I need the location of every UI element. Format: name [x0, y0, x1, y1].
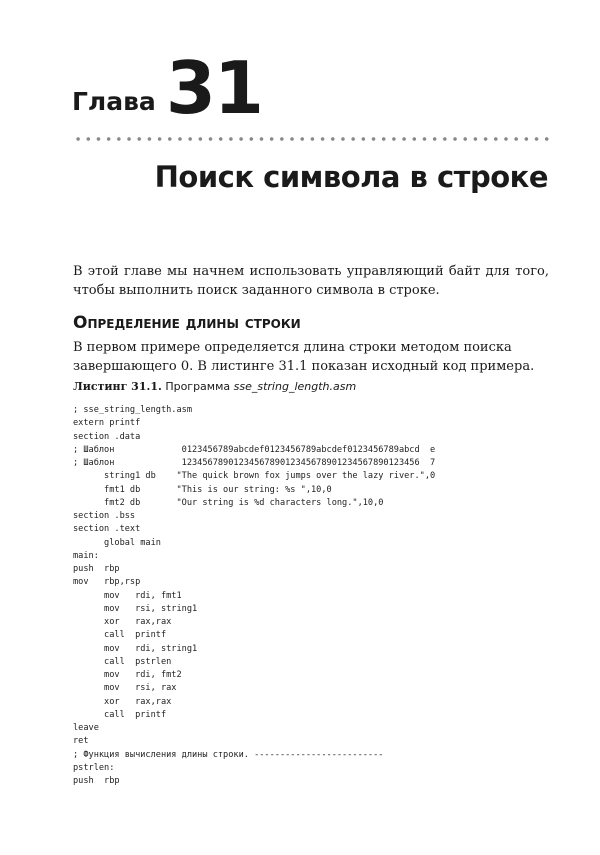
chapter-heading: [72, 46, 263, 130]
listing-caption: [73, 380, 356, 393]
chapter-number: 31: [165, 46, 263, 130]
section-paragraph: В первом примере определяется длина строки методом поиска завершающего 0. В листинге 31.1 показан исходный код примера.: [73, 340, 535, 374]
chapter-title: Поиск символа в строке: [154, 160, 548, 194]
section-heading: Определение длины строки: [73, 313, 301, 333]
listing-caption-text: Программа: [165, 380, 231, 393]
chapter-word: Глава: [72, 87, 156, 116]
dotted-divider: [73, 136, 549, 142]
code-listing: ; sse_string_length.asm extern printf section .data ; Шаблон 0123456789abcdef0123456789abcdef0123456789abcd e ; Шаблон 1234567890123456789012345678901234567890123456 7 string1 db "The quick brown fox jumps over the lazy river.",0 fmt1 db "This is our string: %s ",10,0 fmt2 db "Our string is %d characters long.",10,0 section .bss section .text global main main: push rbp mov rbp,rsp mov rdi, fmt1 mov rsi, string1 xor rax,rax call printf mov rdi, string1 call pstrlen mov rdi, fmt2 mov rsi, rax xor rax,rax call printf leave ret ; Функция вычисления длины строки. ------------------------- pstrlen: push rbp: [73, 405, 436, 786]
listing-label: Листинг 31.1.: [73, 380, 162, 393]
listing-filename: sse_string_length.asm: [233, 380, 357, 393]
intro-paragraph: В этой главе мы начнем использовать управляющий байт для того, чтобы выполнить поиск заданного символа в строке.: [73, 264, 549, 298]
